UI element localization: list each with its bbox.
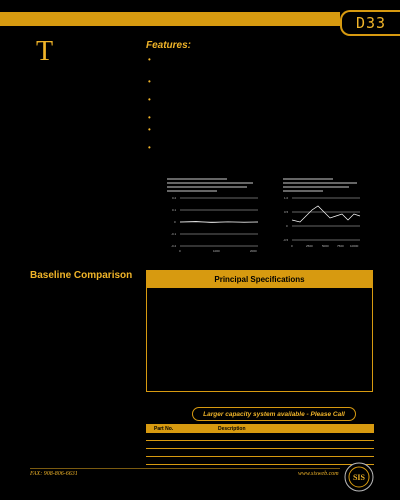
page-tab: D33 [340,10,400,36]
header-bar [0,12,340,26]
x-tick-label: 5000 [322,244,329,248]
logo-text: SIS [352,473,366,482]
chart-caption-line [167,190,217,192]
footer-divider [30,468,340,469]
feature-bullet: • [148,143,151,152]
x-tick-label: 1000 [213,249,220,253]
fax-number: FAX: 908-806-6631 [30,471,78,477]
baseline-chart-right [282,176,362,260]
x-tick-label: 10000 [350,244,359,248]
x-tick-label: 0 [179,249,181,253]
y-tick-label: 0.1 [172,208,177,212]
baseline-chart-left-svg [166,176,260,260]
baseline-chart-left [166,176,260,260]
features-title: Features: [146,40,192,51]
chart-caption-line [167,186,247,188]
chart-caption-line [167,182,253,184]
y-tick-label: 0.5 [284,210,289,214]
part-no-column-header: Part No. [154,426,174,432]
y-tick-label: 0.2 [172,196,177,200]
y-tick-label: 1.0 [284,196,289,200]
chart-caption-line [283,190,323,192]
y-tick-label: 0 [174,220,176,224]
table-row [146,433,374,441]
table-row [146,441,374,449]
y-tick-label: -0.1 [171,232,177,236]
table-row [146,449,374,457]
website-link[interactable]: www.sisweb.com [298,471,339,477]
y-tick-label: 0 [286,224,288,228]
feature-bullet: • [148,95,151,104]
feature-bullet: • [148,113,151,122]
principal-specifications-box [146,270,373,392]
description-column-header: Description [218,426,246,432]
table-row [146,457,374,465]
parts-table [146,424,374,465]
sis-logo-icon [344,462,374,492]
chart-caption-line [167,178,227,180]
sis-logo [344,462,374,492]
larger-capacity-callout[interactable]: Larger capacity system available - Please Call [192,407,356,421]
feature-bullet: • [148,77,151,86]
chart-caption-line [283,178,333,180]
x-tick-label: 7500 [337,244,344,248]
x-tick-label: 2500 [306,244,313,248]
chart-caption-line [283,182,357,184]
feature-bullet: • [148,125,151,134]
baseline-comparison-title: Baseline Comparison [30,270,133,281]
chart-caption-line [283,186,349,188]
x-tick-label: 0 [291,244,293,248]
x-tick-label: 2000 [250,249,257,253]
y-tick-label: -0.2 [171,244,177,248]
dropcap-letter: T [36,36,54,67]
feature-bullet: • [148,55,151,64]
baseline-chart-right-svg [282,176,362,260]
principal-specifications-title: Principal Specifications [147,271,372,288]
y-tick-label: -0.5 [283,238,289,242]
parts-table-header [146,424,374,433]
